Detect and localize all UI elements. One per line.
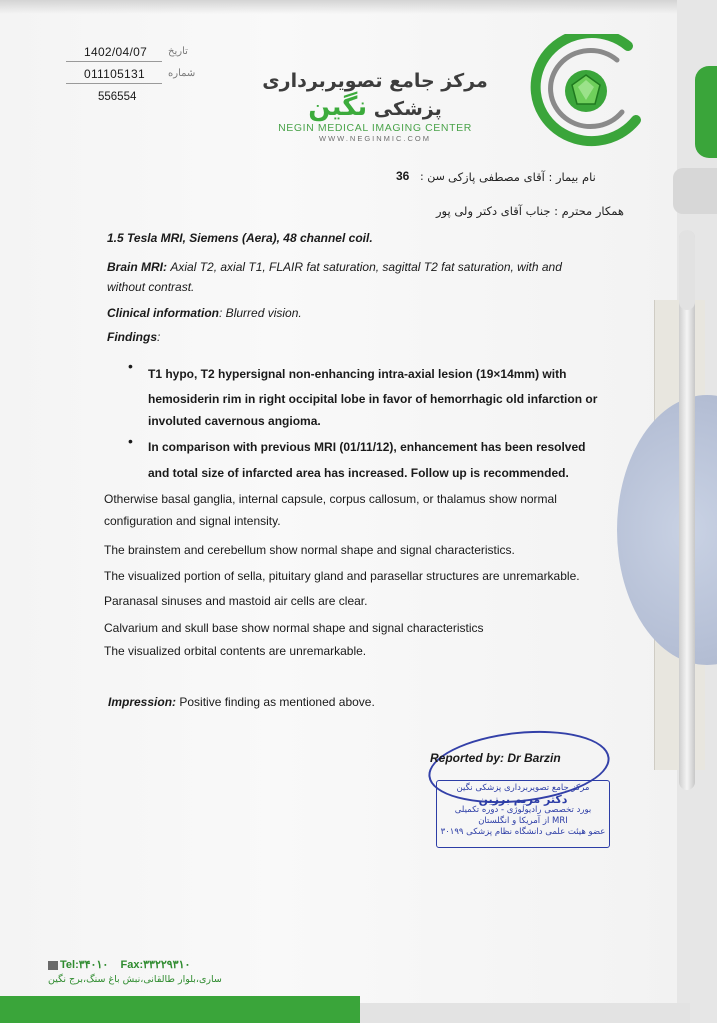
reported-by: Reported by: Dr Barzin — [430, 751, 561, 765]
date-value: 1402/04/07 — [84, 45, 148, 59]
stamp-faculty: عضو هیئت علمی دانشگاه نظام پزشکی ۳۰۱۹۹ — [440, 827, 606, 837]
brain-mri-label: Brain MRI: — [107, 260, 167, 274]
number-label: شماره — [168, 68, 196, 79]
phone-icon — [48, 961, 58, 970]
scanner-line: 1.5 Tesla MRI, Siemens (Aera), 48 channel coil. — [107, 231, 373, 245]
patient-name: نام بیمار : آقای مصطفی پازکی — [448, 170, 596, 184]
finding-1-line-3: involuted cavernous angioma. — [148, 414, 321, 428]
paragraph-3: The visualized portion of sella, pituitary gland and parasellar structures are unremarkable. — [104, 569, 580, 583]
stamp-center: مرکز جامع تصویربرداری پزشکی نگین — [456, 783, 590, 793]
impression-text: Positive finding as mentioned above. — [179, 695, 375, 709]
paragraph-2: The brainstem and cerebellum show normal shape and signal characteristics. — [104, 543, 515, 557]
footer-grey-bar — [360, 1003, 690, 1023]
date-row — [84, 42, 204, 64]
brain-mri-line — [107, 260, 562, 274]
number-value: 011105131 — [84, 67, 145, 81]
stamp-doctor: دکتر مریم برزین — [478, 793, 568, 806]
center-logo-text — [230, 70, 520, 143]
stamp-training: MRI از آمریکا و انگلستان — [478, 816, 568, 826]
center-name-en: NEGIN MEDICAL IMAGING CENTER — [278, 122, 472, 134]
finding-1-line-2: hemosiderin rim in right occipital lobe in favor of hemorrhagic old infarction or — [148, 392, 598, 406]
patient-age: 36 — [396, 169, 410, 183]
number-row — [84, 64, 204, 86]
referring-colleague: همکار محترم : جناب آقای دکتر ولی پور — [436, 204, 624, 218]
stamp-board: بورد تخصصی رادیولوژی - دوره تکمیلی — [454, 805, 592, 815]
brain-mri-text: Axial T2, axial T1, FLAIR fat saturation, sagittal T2 fat saturation, with and — [170, 260, 562, 274]
number-underline — [66, 83, 162, 84]
paragraph-1-line-1: Otherwise basal ganglia, internal capsule, corpus callosum, or thalamus show normal — [104, 492, 557, 506]
grey-folder-tab — [673, 168, 717, 214]
extra-number: 556554 — [98, 91, 137, 103]
findings-label-text: Findings — [107, 330, 157, 344]
doctor-stamp — [436, 780, 610, 848]
paragraph-4: Paranasal sinuses and mastoid air cells are clear. — [104, 594, 368, 608]
green-folder-tab — [695, 66, 717, 158]
date-underline — [66, 61, 162, 62]
clinical-text: : Blurred vision. — [219, 306, 302, 320]
bullet-icon: • — [128, 358, 133, 374]
finding-1-line-1: T1 hypo, T2 hypersignal non-enhancing intra-axial lesion (19×14mm) with — [148, 367, 567, 381]
top-shadow — [0, 0, 717, 14]
paragraph-6: The visualized orbital contents are unremarkable. — [104, 644, 367, 658]
footer-tel: Tel:۳۴۰۱۰ — [60, 959, 109, 971]
center-url: WWW.NEGINMIC.COM — [319, 134, 431, 143]
center-name-fa-prefix: مرکز جامع تصویربرداری پزشکی — [262, 70, 488, 120]
header-meta — [84, 42, 204, 103]
footer-fax: Fax:۳۳۲۲۹۳۱۰ — [120, 959, 191, 971]
brain-mri-text-2: without contrast. — [107, 280, 195, 294]
clinical-line — [107, 306, 302, 320]
footer-contact — [48, 958, 190, 971]
finding-2-line-2: and total size of infarcted area has increased. Follow up is recommended. — [148, 466, 569, 480]
center-brand-fa: نگین — [308, 92, 368, 122]
gem-logo-icon — [524, 34, 650, 150]
pen — [679, 230, 695, 790]
impression-line — [108, 695, 375, 709]
clinical-label: Clinical information — [107, 306, 220, 320]
footer-address: ساری،بلوار طالقانی،نبش باغ سنگ،برج نگین — [48, 974, 222, 985]
date-label: تاریخ — [168, 46, 188, 57]
impression-label: Impression: — [108, 695, 177, 709]
age-label: سن : — [420, 170, 445, 183]
paragraph-1-line-2: configuration and signal intensity. — [104, 514, 281, 528]
pen-cap — [679, 230, 695, 310]
finding-2-line-1: In comparison with previous MRI (01/11/12), enhancement has been resolved — [148, 440, 586, 454]
findings-label: Findings: — [107, 330, 161, 344]
paragraph-5: Calvarium and skull base show normal shape and signal characteristics — [104, 621, 484, 635]
bullet-icon: • — [128, 433, 133, 449]
footer-green-bar — [0, 996, 360, 1023]
center-name-fa — [230, 70, 520, 122]
